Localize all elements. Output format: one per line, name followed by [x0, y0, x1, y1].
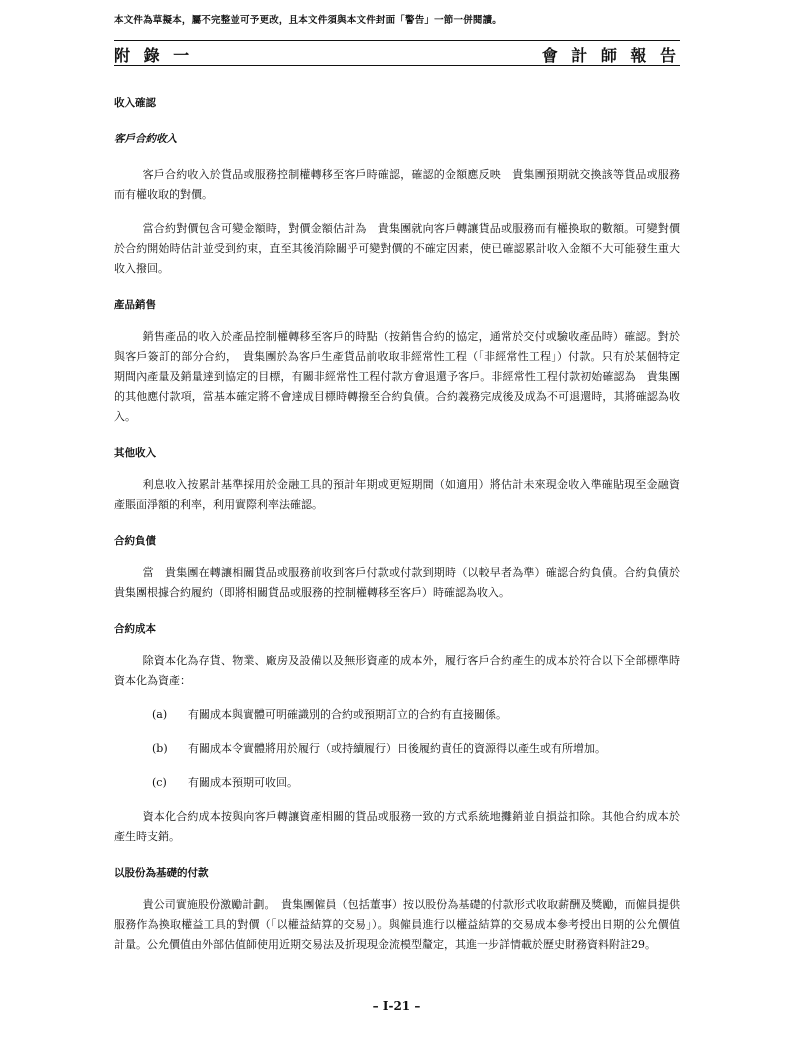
page-number: – I-21 – [372, 999, 421, 1013]
paragraph: 銷售產品的收入於產品控制權轉移至客戶的時點（按銷售合約的協定，通常於交付或驗收產品時）確認。對於與客戶簽訂的部分合約， 貴集團於為客戶生產貨品前收取非經常性工程（「非經常性工程」）付款。只有於某個特定期間內產量及銷量達到協定的目標，有關非經常性工程付款方會退還予客戶。非經常性工程付款初始確認為 貴集團的其他應付款項，當基本確定將不會達成目標時轉撥至合約負債。合約義務完成後及成為不可退還時，其將確認為收入。 [114, 330, 680, 423]
list-text: 有關成本預期可收回。 [188, 776, 298, 789]
paragraph: 利息收入按累計基準採用於金融工具的預計年期或更短期間（如適用）將估計未來現金收入準確貼現至金融資產賬面淨額的利率，利用實際利率法確認。 [114, 478, 680, 511]
section-heading-share-based-payments: 以股份為基礎的付款 [114, 867, 209, 879]
subheading-contract-revenue: 客戶合約收入 [114, 133, 177, 145]
list-item [114, 739, 680, 759]
list-marker: (a) [152, 708, 168, 721]
page-body [114, 93, 691, 955]
section-heading-product-sales: 產品銷售 [114, 299, 156, 311]
paragraph: 當合約對價包含可變金額時，對價金額估計為 貴集團就向客戶轉讓貨品或服務而有權換取的數額。可變對價於合約開始時估計並受到約束，直至其後消除關乎可變對價的不確定因素，使已確認累計收入金額不大可能發生重大收入撥回。 [114, 222, 680, 275]
section-heading-revenue: 收入確認 [114, 97, 156, 109]
list-item [114, 773, 680, 793]
section-heading-contract-costs: 合約成本 [114, 623, 156, 635]
section-heading-contract-liabilities: 合約負債 [114, 535, 156, 547]
appendix-label: 附 錄 一 [114, 46, 194, 65]
list-marker: (b) [152, 742, 168, 755]
paragraph: 除資本化為存貨、物業、廠房及設備以及無形資產的成本外，履行客戶合約產生的成本於符合以下全部標準時資本化為資產： [114, 654, 680, 687]
list-item [114, 705, 680, 725]
section-heading-other-income: 其他收入 [114, 447, 156, 459]
list-text: 有關成本令實體將用於履行（或持續履行）日後履約責任的資源得以產生或有所增加。 [188, 742, 606, 755]
list-marker: (c) [152, 776, 167, 789]
draft-notice: 本文件為草擬本，屬不完整並可予更改，且本文件須與本文件封面「警告」一節一併閱讀。 [114, 15, 503, 26]
report-title: 會 計 師 報 告 [541, 46, 680, 65]
paragraph: 客戶合約收入於貨品或服務控制權轉移至客戶時確認，確認的金額應反映 貴集團預期就交換該等貨品或服務而有權收取的對價。 [114, 168, 680, 201]
paragraph: 當 貴集團在轉讓相關貨品或服務前收到客戶付款或付款到期時（以較早者為準）確認合約負債。合約負債於 貴集團根據合約履約（即將相關貨品或服務的控制權轉移至客戶）時確認為收入。 [114, 566, 691, 599]
page-header [114, 40, 680, 66]
list-text: 有關成本與實體可明確識別的合約或預期訂立的合約有直接關係。 [188, 708, 507, 721]
paragraph: 貴公司實施股份激勵計劃。 貴集團僱員（包括董事）按以股份為基礎的付款形式收取薪酬及獎勵，而僱員提供服務作為換取權益工具的對價（「以權益結算的交易」）。與僱員進行以權益結算的交易成本參考授出日期的公允價值計量。公允價值由外部估值師使用近期交易法及折現現金流模型釐定，其進一步詳情載於歷史財務資料附註29。 [114, 898, 680, 951]
paragraph: 資本化合約成本按與向客戶轉讓資產相關的貨品或服務一致的方式系統地攤銷並自損益扣除。其他合約成本於產生時支銷。 [114, 810, 680, 843]
